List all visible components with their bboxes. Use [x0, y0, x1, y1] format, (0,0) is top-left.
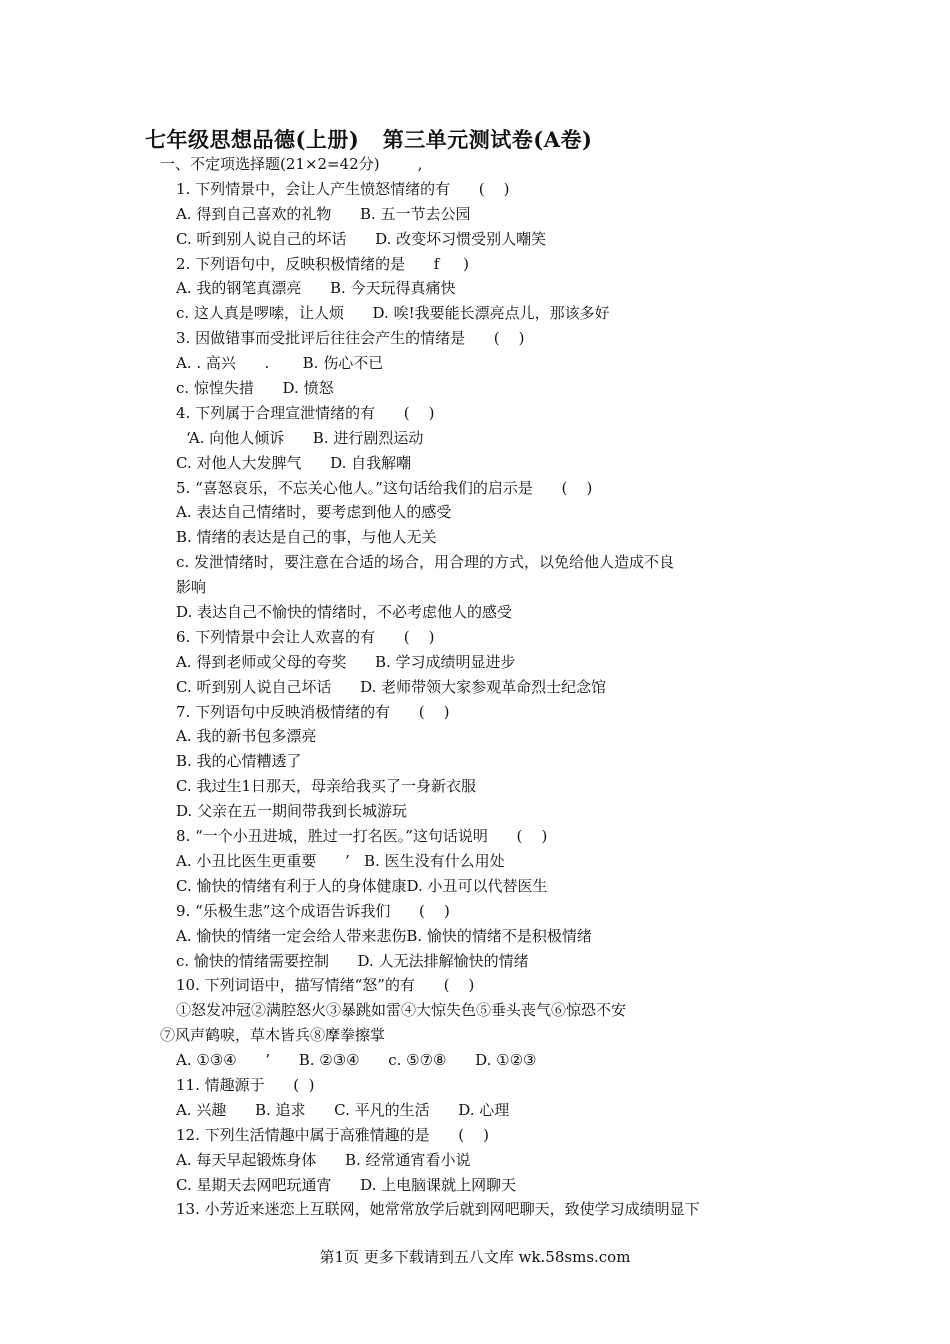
text-line: c. 发泄情绪时，要注意在合适的场合，用合理的方式，以免给他人造成不良: [176, 553, 674, 572]
text-line: A. 小丑比医生更重要 ’ B. 医生没有什么用处: [176, 851, 505, 870]
text-line: A. . 高兴 . B. 伤心不已: [176, 354, 384, 373]
text-line: 3. 因做错事而受批评后往往会产生的情绪是 ( ): [176, 329, 525, 348]
text-line: D. 父亲在五一期间带我到长城游玩: [176, 802, 408, 821]
text-line: A. 表达自己情绪时，要考虑到他人的感受: [176, 503, 452, 522]
text-line: C. 对他人大发脾气 D. 自我解嘲: [176, 453, 412, 472]
text-line: 影响: [176, 578, 207, 597]
text-line: 9. “乐极生悲”这个成语告诉我们 ( ): [176, 901, 450, 920]
text-line: C. 听到别人说自己坏话 D. 老师带领大家参观革命烈士纪念馆: [176, 677, 607, 696]
text-line: A. 我的钢笔真漂亮 B. 今天玩得真痛快: [176, 279, 456, 298]
text-line: 5. “喜怒哀乐，不忘关心他人。”这句话给我们的启示是 ( ): [176, 478, 593, 497]
text-line: ①怒发冲冠②满腔怒火③暴跳如雷④大惊失色⑤垂头丧气⑥惊恐不安: [176, 1001, 627, 1020]
text-line: c. 愉快的情绪需要控制 D. 人无法排解愉快的情绪: [176, 951, 529, 970]
text-line: A. ①③④ ’ B. ②③④ c. ⑤⑦⑧ D. ①②③: [176, 1051, 537, 1070]
text-line: A. 得到老师或父母的夸奖 B. 学习成绩明显进步: [176, 652, 516, 671]
text-line: 11. 情趣源于 ( ): [176, 1075, 315, 1094]
text-line: D. 表达自己不愉快的情绪时，不必考虑他人的感受: [176, 603, 513, 622]
text-line: 7. 下列语句中反映消极情绪的有 ( ): [176, 702, 450, 721]
text-line: ‘A. 向他人倾诉 B. 进行剧烈运动: [186, 428, 424, 447]
text-line: 12. 下列生活情趣中属于高雅情趣的是 ( ): [176, 1125, 490, 1144]
text-line: c. 惊惶失措 D. 愤怒: [176, 379, 334, 398]
text-line: C. 听到别人说自己的坏话 D. 改变坏习惯受别人嘲笑: [176, 229, 547, 248]
text-line: C. 我过生1日那天，母亲给我买了一身新衣服: [176, 777, 477, 796]
page-footer: 第1页 更多下载请到五八文库 wk.58sms.com: [319, 1248, 631, 1266]
text-line: B. 情绪的表达是自己的事，与他人无关: [176, 528, 437, 547]
text-line: A. 兴趣 B. 追求 C. 平凡的生活 D. 心理: [176, 1100, 510, 1119]
text-line: 13. 小芳近来迷恋上互联网，她常常放学后就到网吧聊天，致使学习成绩明显下: [176, 1200, 700, 1219]
text-line: 1. 下列情景中，会让人产生愤怒情绪的有 ( ): [176, 179, 510, 198]
text-line: 一、不定项选择题(21×2=42分) ,: [160, 155, 423, 173]
text-line: 4. 下列属于合理宣泄情绪的有 ( ): [176, 403, 435, 422]
page-title: 七年级思想品德(上册) 第三单元测试卷(A卷): [145, 127, 593, 152]
text-line: A. 我的新书包多漂亮: [176, 727, 317, 746]
text-line: B. 我的心情糟透了: [176, 752, 302, 771]
text-line: 10. 下列词语中，描写情绪“怒”的有 ( ): [176, 976, 475, 995]
text-line: 6. 下列情景中会让人欢喜的有 ( ): [176, 627, 435, 646]
text-line: A. 每天早起锻炼身体 B. 经常通宵看小说: [176, 1150, 471, 1169]
text-line: ⑦风声鹤唳，草木皆兵⑧摩拳擦掌: [160, 1026, 386, 1045]
text-line: A. 得到自己喜欢的礼物 B. 五一节去公园: [176, 204, 471, 223]
text-line: C. 星期天去网吧玩通宵 D. 上电脑课就上网聊天: [176, 1175, 517, 1194]
text-line: c. 这人真是啰嗦，让人烦 D. 唉!我要能长漂亮点儿，那该多好: [176, 304, 610, 323]
text-line: 8. “一个小丑进城，胜过一打名医。”这句话说明 ( ): [176, 827, 548, 846]
text-line: C. 愉快的情绪有利于人的身体健康D. 小丑可以代替医生: [176, 876, 548, 895]
text-line: 2. 下列语句中，反映积极情绪的是 f ): [176, 254, 469, 273]
text-line: A. 愉快的情绪一定会给人带来悲伤B. 愉快的情绪不是积极情绪: [176, 926, 592, 945]
question-list: [0, 152, 950, 1222]
